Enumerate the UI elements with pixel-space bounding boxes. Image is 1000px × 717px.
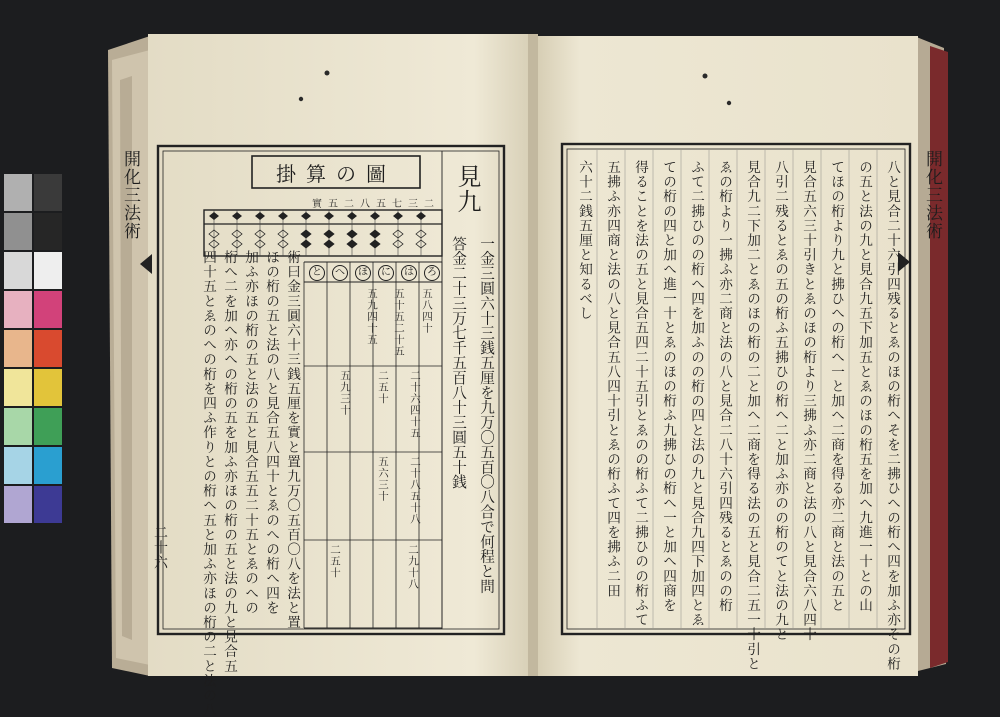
explanation-column: ほの桁の五と法の八と見合五八四十とゑのへの桁へ四を (263, 250, 279, 615)
body-text-column: てほの桁より九と拂ひへの桁へ一と加へ二商を得る亦二商と法の五と (828, 160, 844, 613)
table-cell-text: 二五十 (377, 370, 389, 405)
color-patch (34, 213, 62, 250)
table-cell-text: 五八四十 (421, 288, 433, 334)
table-cell-text: 五九四十五 (366, 288, 378, 346)
abacus-top-labels: 實五二八五七三二 (312, 199, 440, 210)
problem-text: 一金三圓六十三銭五厘を九万〇五百〇八合で何程と問 (478, 236, 495, 594)
worm-hole (299, 97, 303, 101)
table-cell-text: 五十五二十五 (393, 288, 405, 357)
color-patch (4, 213, 32, 250)
worm-hole (727, 101, 731, 105)
gutter (528, 34, 538, 676)
left-folio: 二十六 (152, 525, 168, 570)
color-patch (4, 252, 32, 289)
color-patch (4, 174, 32, 211)
table-header-circle: ろ (424, 265, 440, 281)
body-text-column: の五と法の九と見合九五下加五とゑのほの桁五を加へ九進一十との山 (856, 160, 872, 613)
section-label: 見九 (453, 164, 481, 214)
table-header-circle: ほ (355, 265, 371, 281)
table-cell-text: 五九三十 (339, 370, 351, 416)
body-text-column: 見合五六三十引きとゑのほの桁より三拂ふ亦二商と法の八と見合六八四十 (800, 160, 816, 642)
table-cell-text: 二十六四十五 (409, 370, 421, 439)
color-patch (34, 291, 62, 328)
body-text-column: 八引二残るとゑの五の桁ふ五拂ひの桁へ二と加ふ亦のの桁のてと法の九と (772, 160, 788, 642)
body-text-column: ゑの桁より一拂ふ亦二商と法の八と見合二八十六引四残るとゑのの桁 (716, 160, 732, 613)
explanation-column: 桁へ二を加へ亦への桁の五を加ふ亦ほの桁の五と法の九と見合五 (221, 250, 237, 674)
table-cell-text: 二九十八 (407, 544, 419, 590)
page-title: 掛算の圖 (276, 162, 396, 186)
color-patch (34, 486, 62, 523)
body-text-column: 五拂ふ亦四商と法の八と見合五八四十引とゑの桁ふて四を拂ふ二田 (604, 160, 620, 598)
worm-hole (703, 74, 708, 79)
worm-hole (325, 71, 330, 76)
table-cell-text: 五六三十 (377, 456, 389, 502)
left-marginal-header: 開化三法術 (120, 150, 140, 240)
explanation-column: 加ふ亦ほの桁の五と法の五と見合五五二十五とゑのへの (242, 250, 258, 615)
color-patch (4, 408, 32, 445)
table-header-circle: と (309, 265, 325, 281)
body-text-column: 八と見合二十六引四残るとゑのほの桁へそを二拂ひへの桁へ四を加ふ亦その桁 (884, 160, 900, 671)
color-patch (34, 447, 62, 484)
body-text-column: 六十二銭五厘と知るべし (576, 160, 592, 321)
answer-text: 答金二十三万七千五百八十三圓五十銭 (450, 236, 467, 490)
color-checker (4, 174, 62, 523)
explanation-column: 四十五とゑのへの桁を四ふ作りとの桁へ五と加ふ亦ほの桁の二と法の八 (200, 250, 216, 717)
color-patch (4, 447, 32, 484)
color-patch (34, 408, 62, 445)
color-patch (4, 330, 32, 367)
color-patch (4, 291, 32, 328)
color-patch (4, 369, 32, 406)
body-text-column: ての桁の四と加へ進一十とゑのほの桁ふ九拂ひの桁へ一と加へ四商を (660, 160, 676, 613)
body-text-column: 見合九二下加二とゑのほの桁の二と加へ二商を得る法の五と見合二五一十引と (744, 160, 760, 671)
color-patch (34, 252, 62, 289)
body-text-column: ふて二拂ひのの桁へ四を加ふのの桁の四と法の九と見合九四下加四とゑ (688, 160, 704, 628)
color-patch (34, 174, 62, 211)
table-cell-text: 二十八五十八 (409, 456, 421, 525)
table-cell-text: 二五十 (329, 544, 341, 579)
right-marginal-header: 開化三法術 (922, 150, 942, 240)
body-text-column: 得ることを法の五と見合五四二十五引とゑのの桁ふて二拂ひのの桁ふて (632, 160, 648, 628)
color-patch (4, 486, 32, 523)
table-header-circle: へ (332, 265, 348, 281)
table-header-circle: に (378, 265, 394, 281)
table-header-circle: は (401, 265, 417, 281)
color-patch (34, 369, 62, 406)
explanation-column: 術曰金三圓六十三銭五厘を實と置九万〇五百〇八を法と置 (284, 250, 300, 630)
color-patch (34, 330, 62, 367)
spine-red-edge (930, 46, 948, 668)
